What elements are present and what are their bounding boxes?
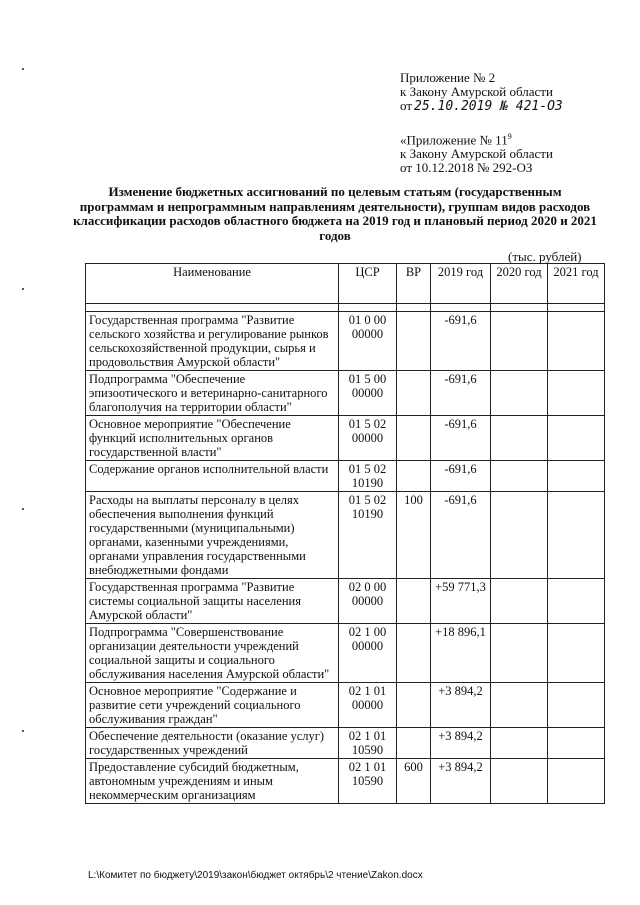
row-vr-cell xyxy=(397,728,431,759)
document-title: Изменение бюджетных ассигнований по целевым статьям (государственным программам и непрограммным направлениям деятельности), группам видов расходов классификации расходов областного бюджета на 2019 год и плановый период 2020 и 2021 годов xyxy=(73,184,597,243)
table-row xyxy=(86,683,605,728)
spacer-cell xyxy=(86,304,339,312)
row-2020-cell xyxy=(491,416,548,461)
units-label: (тыс. рублей) xyxy=(508,249,582,264)
row-csr-cell: 01 5 02 10190 xyxy=(339,461,397,492)
row-2020-cell xyxy=(491,461,548,492)
row-name-cell: Предоставление субсидий бюджетным, автономным учреждениям и иным некоммерческим организациям xyxy=(86,759,339,804)
row-name-cell: Подпрограмма "Обеспечение эпизоотического и ветеринарно-санитарного благополучия на территории области" xyxy=(86,371,339,416)
row-name-cell: Содержание органов исполнительной власти xyxy=(86,461,339,492)
previous-appendix-number-text: «Приложение № 11 xyxy=(400,132,508,148)
row-name-cell: Основное мероприятие "Содержание и развитие сети учреждений социального обслуживания граждан" xyxy=(86,683,339,728)
file-path-footer: L:\Комитет по бюджету\2019\закон\бюджет октябрь\2 чтение\Zakon.docx xyxy=(88,870,423,881)
row-2020-cell xyxy=(491,624,548,683)
row-2020-cell xyxy=(491,683,548,728)
row-2019-cell: +18 896,1 xyxy=(431,624,491,683)
row-csr-cell: 01 5 02 00000 xyxy=(339,416,397,461)
row-2021-cell xyxy=(548,728,605,759)
table-row xyxy=(86,416,605,461)
row-2020-cell xyxy=(491,312,548,371)
row-name-cell: Подпрограмма "Совершенствование организации деятельности учреждений социальной защиты и социального обслуживания населения Амурской области" xyxy=(86,624,339,683)
handwritten-date: 25.10.2019 № 421-ОЗ xyxy=(414,99,563,114)
row-csr-cell: 01 0 00 00000 xyxy=(339,312,397,371)
row-2019-cell: -691,6 xyxy=(431,461,491,492)
table-row xyxy=(86,371,605,416)
table-row xyxy=(86,624,605,683)
row-2019-cell: -691,6 xyxy=(431,416,491,461)
col-header-csr: ЦСР xyxy=(339,264,397,304)
col-header-2019: 2019 год xyxy=(431,264,491,304)
row-csr-cell: 02 1 01 10590 xyxy=(339,759,397,804)
row-2021-cell xyxy=(548,624,605,683)
appendix-law: к Закону Амурской области xyxy=(400,84,553,99)
table-row xyxy=(86,579,605,624)
row-csr-cell: 02 1 00 00000 xyxy=(339,624,397,683)
row-2021-cell xyxy=(548,461,605,492)
spacer-cell xyxy=(397,304,431,312)
row-2021-cell xyxy=(548,371,605,416)
row-csr-cell: 02 0 00 00000 xyxy=(339,579,397,624)
row-2020-cell xyxy=(491,579,548,624)
row-vr-cell xyxy=(397,461,431,492)
row-2021-cell xyxy=(548,416,605,461)
row-2019-cell: +3 894,2 xyxy=(431,683,491,728)
row-vr-cell xyxy=(397,579,431,624)
table-row xyxy=(86,759,605,804)
spacer-cell xyxy=(548,304,605,312)
table-row xyxy=(86,728,605,759)
row-vr-cell xyxy=(397,416,431,461)
row-2021-cell xyxy=(548,759,605,804)
previous-appendix-law: к Закону Амурской области xyxy=(400,146,553,162)
scan-speck xyxy=(22,288,24,290)
row-2020-cell xyxy=(491,371,548,416)
row-2019-cell: -691,6 xyxy=(431,371,491,416)
table-row xyxy=(86,461,605,492)
row-2019-cell: +3 894,2 xyxy=(431,728,491,759)
row-2021-cell xyxy=(548,492,605,579)
row-2021-cell xyxy=(548,683,605,728)
appendix-date-prefix: от xyxy=(400,98,413,113)
row-2021-cell xyxy=(548,312,605,371)
table-header-row xyxy=(86,264,605,304)
appendix-date xyxy=(400,99,563,114)
appendix-number: Приложение № 2 xyxy=(400,70,496,85)
row-2020-cell xyxy=(491,492,548,579)
row-vr-cell: 600 xyxy=(397,759,431,804)
row-2019-cell: +59 771,3 xyxy=(431,579,491,624)
row-2020-cell xyxy=(491,728,548,759)
spacer-cell xyxy=(491,304,548,312)
row-2019-cell: -691,6 xyxy=(431,312,491,371)
col-header-2020: 2020 год xyxy=(491,264,548,304)
row-name-cell: Государственная программа "Развитие системы социальной защиты населения Амурской области" xyxy=(86,579,339,624)
previous-appendix-header xyxy=(400,130,553,175)
row-name-cell: Основное мероприятие "Обеспечение функций исполнительных органов государственной власти" xyxy=(86,416,339,461)
col-header-vr: ВР xyxy=(397,264,431,304)
row-2019-cell: +3 894,2 xyxy=(431,759,491,804)
row-2020-cell xyxy=(491,759,548,804)
col-header-2021: 2021 год xyxy=(548,264,605,304)
scan-speck xyxy=(22,508,24,510)
appendix-superscript: 9 xyxy=(507,132,512,141)
row-name-cell: Обеспечение деятельности (оказание услуг) государственных учреждений xyxy=(86,728,339,759)
row-name-cell: Государственная программа "Развитие сельского хозяйства и регулирование рынков сельскохозяйственной продукции, сырья и продовольствия Амурской области" xyxy=(86,312,339,371)
spacer-cell xyxy=(431,304,491,312)
row-2021-cell xyxy=(548,579,605,624)
row-vr-cell: 100 xyxy=(397,492,431,579)
budget-table xyxy=(85,263,605,804)
row-csr-cell: 02 1 01 10590 xyxy=(339,728,397,759)
row-vr-cell xyxy=(397,371,431,416)
scan-speck xyxy=(22,68,24,70)
row-name-cell: Расходы на выплаты персоналу в целях обеспечения выполнения функций государственными (муниципальными) органами, казенными учреждениями, органами управления государственными внебюджетными фондами xyxy=(86,492,339,579)
col-header-name: Наименование xyxy=(86,264,339,304)
previous-appendix-date: от 10.12.2018 № 292-ОЗ xyxy=(400,160,533,176)
table-spacer-row xyxy=(86,304,605,312)
row-2019-cell: -691,6 xyxy=(431,492,491,579)
appendix-header xyxy=(400,71,563,114)
row-csr-cell: 01 5 00 00000 xyxy=(339,371,397,416)
row-csr-cell: 01 5 02 10190 xyxy=(339,492,397,579)
previous-appendix-number xyxy=(400,130,553,147)
row-vr-cell xyxy=(397,683,431,728)
row-csr-cell: 02 1 01 00000 xyxy=(339,683,397,728)
row-vr-cell xyxy=(397,624,431,683)
spacer-cell xyxy=(339,304,397,312)
table-row xyxy=(86,492,605,579)
scan-speck xyxy=(22,730,24,732)
row-vr-cell xyxy=(397,312,431,371)
table-row xyxy=(86,312,605,371)
table-body xyxy=(86,312,605,804)
